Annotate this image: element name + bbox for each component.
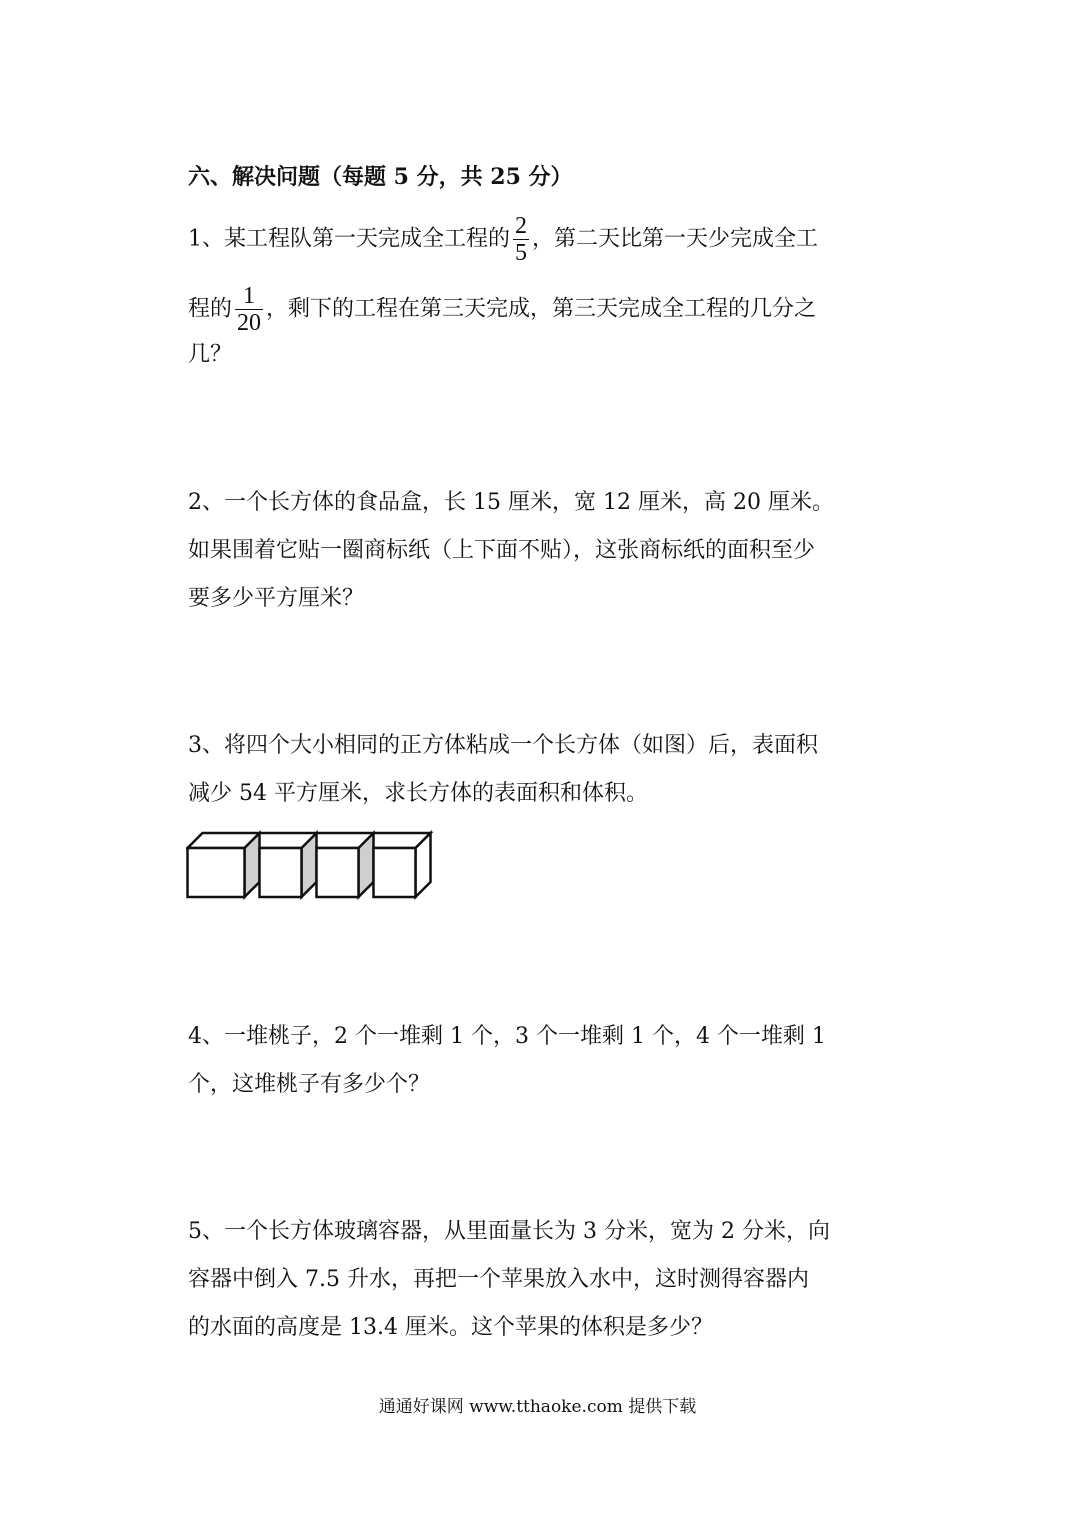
q5-line-3: 的水面的高度是 13.4 厘米。这个苹果的体积是多少？ xyxy=(188,1315,713,1340)
q5-line-2: 容器中倒入 7.5 升水，再把一个苹果放入水中，这时测得容器内 xyxy=(188,1267,809,1292)
cube-front-face xyxy=(317,848,359,897)
cube-front-face xyxy=(374,848,416,897)
page-footer: 通通好课网 www.tthaoke.com 提供下载 xyxy=(378,1397,697,1417)
q3-line-1: 3、将四个大小相同的正方体粘成一个长方体（如图）后，表面积 xyxy=(188,733,818,758)
q4-line-1: 4、一堆桃子，2 个一堆剩 1 个，3 个一堆剩 1 个，4 个一堆剩 1 xyxy=(188,1024,826,1049)
q1-text-part3: 程的 xyxy=(188,296,233,322)
cube-front-face xyxy=(260,848,302,897)
q1-text-part4: ，剩下的工程在第三天完成，第三天完成全工程的几分之 xyxy=(266,296,817,322)
cuboid-figure xyxy=(186,830,436,902)
fraction-one-twentieth xyxy=(235,283,263,336)
cube-front-face xyxy=(188,848,245,897)
q4-line-2: 个，这堆桃子有多少个？ xyxy=(188,1072,431,1097)
q1-line-2 xyxy=(188,283,888,336)
q2-line-1: 2、一个长方体的食品盒，长 15 厘米，宽 12 厘米，高 20 厘米。 xyxy=(188,490,834,515)
fraction-denominator: 5 xyxy=(515,240,527,266)
q5-line-1: 5、一个长方体玻璃容器，从里面量长为 3 分米，宽为 2 分米，向 xyxy=(188,1219,830,1244)
fraction-numerator: 1 xyxy=(243,283,256,309)
fraction-two-fifths xyxy=(513,213,529,266)
q2-line-3: 要多少平方厘米？ xyxy=(188,586,365,611)
q1-line-3: 几？ xyxy=(188,342,233,367)
section-title: 六、解决问题（每题 5 分，共 25 分） xyxy=(188,164,573,190)
q1-line-1 xyxy=(188,213,888,266)
q2-line-2: 如果围着它贴一圈商标纸（上下面不贴），这张商标纸的面积至少 xyxy=(188,538,816,563)
fraction-denominator: 20 xyxy=(237,310,262,336)
q3-line-2: 减少 54 平方厘米，求长方体的表面积和体积。 xyxy=(188,781,648,806)
q1-text-part1: 1、某工程队第一天完成全工程的 xyxy=(188,226,510,252)
fraction-numerator: 2 xyxy=(515,213,527,239)
q1-text-part2: ，第二天比第一天少完成全工 xyxy=(532,226,819,252)
